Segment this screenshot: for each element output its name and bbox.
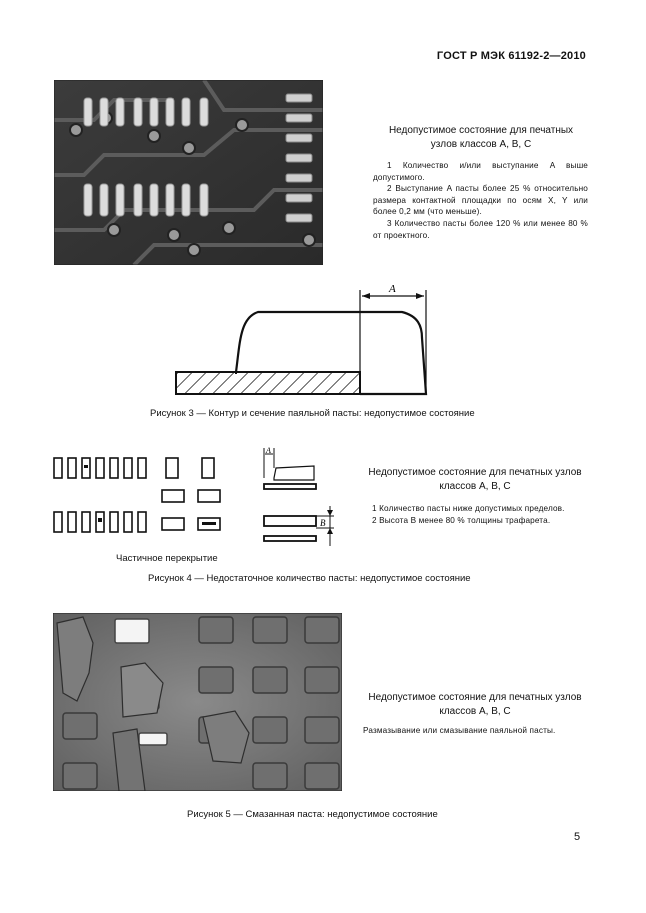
photo-smeared-paste bbox=[53, 613, 342, 791]
block3-title-line1: Недопустимое состояние для печатных узлов bbox=[368, 692, 582, 703]
block1-title-line2: узлов классов А, В, С bbox=[430, 139, 532, 150]
photo-pcb-excess-paste bbox=[54, 80, 323, 265]
block2-notes bbox=[372, 503, 597, 526]
block2-item: 1 Количество пасты ниже допустимых пределов. bbox=[372, 504, 565, 513]
block3-heading bbox=[352, 691, 598, 719]
figure5-caption: Рисунок 5 — Смазанная паста: недопустимое состояние bbox=[187, 809, 438, 820]
block1-title-line1: Недопустимое состояние для печатных bbox=[388, 125, 574, 136]
figure3-drawing bbox=[170, 282, 440, 400]
figure4-label-b: B bbox=[320, 518, 326, 528]
block1-item: 3 Количество пасты более 120 % или менее 80 % от проектного. bbox=[373, 218, 588, 240]
block2-item: 2 Высота B менее 80 % толщины трафарета. bbox=[372, 515, 551, 525]
block3-title-line2: классов А, В, С bbox=[439, 706, 511, 717]
partial-overlap-label: Частичное перекрытие bbox=[116, 553, 218, 564]
block1-notes bbox=[373, 160, 588, 241]
block2-heading bbox=[352, 466, 598, 494]
figure3-caption: Рисунок 3 — Контур и сечение паяльной пасты: недопустимое состояние bbox=[150, 408, 475, 419]
figure4-pad-patterns bbox=[52, 454, 228, 544]
block2-title-line2: классов А, В, С bbox=[439, 481, 511, 492]
block3-text: Размазывание или смазывание паяльной пасты. bbox=[363, 726, 556, 735]
figure4-label-a: A bbox=[266, 446, 271, 455]
document-header: ГОСТ Р МЭК 61192-2—2010 bbox=[436, 50, 586, 62]
figure4-caption: Рисунок 4 — Недостаточное количество пасты: недопустимое состояние bbox=[148, 573, 471, 584]
figure3-dimension-label: A bbox=[389, 283, 396, 295]
block1-item: 2 Выступание A пасты более 25 % относительно размера контактной площадки по осям X, Y или более 0,2 мм (что меньше). bbox=[373, 184, 588, 217]
figure4-side-views bbox=[246, 446, 346, 550]
block1-heading bbox=[362, 124, 600, 152]
block1-item: 1 Количество и/или выступание A выше допустимого. bbox=[373, 161, 588, 182]
page-number: 5 bbox=[574, 831, 581, 843]
block2-title-line1: Недопустимое состояние для печатных узлов bbox=[368, 467, 582, 478]
